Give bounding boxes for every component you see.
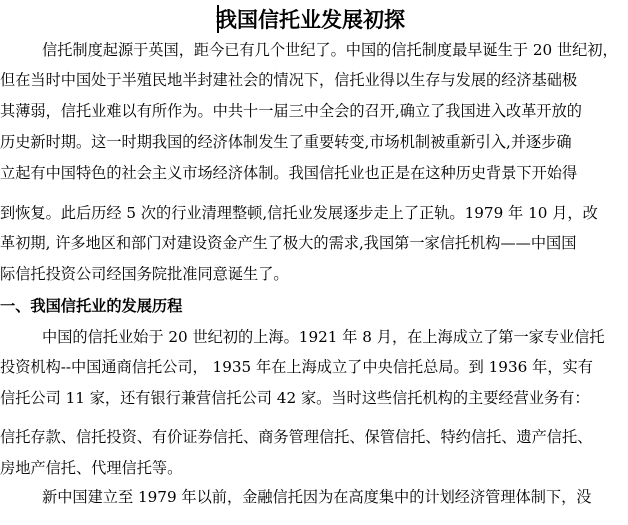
paragraph-line: 其薄弱，信托业难以有所作为。中共十一届三中全会的召开,确立了我国进入改革开放的	[0, 102, 582, 120]
paragraph-line: 信托存款、信托投资、有价证券信托、商务管理信托、保管信托、特约信托、遗产信托、	[0, 428, 593, 446]
paragraph-line: 但在当时中国处于半殖民地半封建社会的情况下，信托业得以生存与发展的经济基础极	[0, 71, 578, 89]
paragraph-line: 立起有中国特色的社会主义市场经济体制。我国信托业也正是在这种历史背景下开始得	[0, 164, 578, 182]
paragraph-line: 信托公司 11 家，还有银行兼营信托公司 42 家。当时这些信托机构的主要经营业务有：	[0, 389, 590, 407]
paragraph-line: 信托制度起源于英国，距今已有几个世纪了。中国的信托制度最早诞生于 20 世纪初，	[42, 41, 618, 59]
paragraph-line: 历史新时期。这一时期我国的经济体制发生了重要转变,市场机制被重新引入,并逐步确	[0, 133, 572, 151]
paragraph-line: 房地产信托、代理信托等。	[0, 459, 183, 477]
paragraph-line: 新中国建立至 1979 年以前，金融信托因为在高度集中的计划经济管理体制下，没	[42, 488, 592, 506]
paragraph-line: 中国的信托业始于 20 世纪初的上海。1921 年 8 月，在上海成立了第一家专业信托	[42, 328, 605, 346]
paragraph-line: 到恢复。此后历经 5 次的行业清理整顿,信托业发展逐步走上了正轨。1979 年 10 月，改	[0, 204, 598, 222]
paragraph-line: 投资机构--中国通商信托公司， 1935 年在上海成立了中央信托总局。到 1936 年，实有	[0, 358, 593, 376]
section-heading: 一、我国信托业的发展历程	[0, 297, 183, 315]
paragraph-line: 革初期, 许多地区和部门对建设资金产生了极大的需求,我国第一家信托机构——中国国	[0, 234, 577, 252]
paragraph-line: 际信托投资公司经国务院批准同意诞生了。	[0, 265, 289, 283]
document-title: 我国信托业发展初探	[216, 7, 405, 32]
